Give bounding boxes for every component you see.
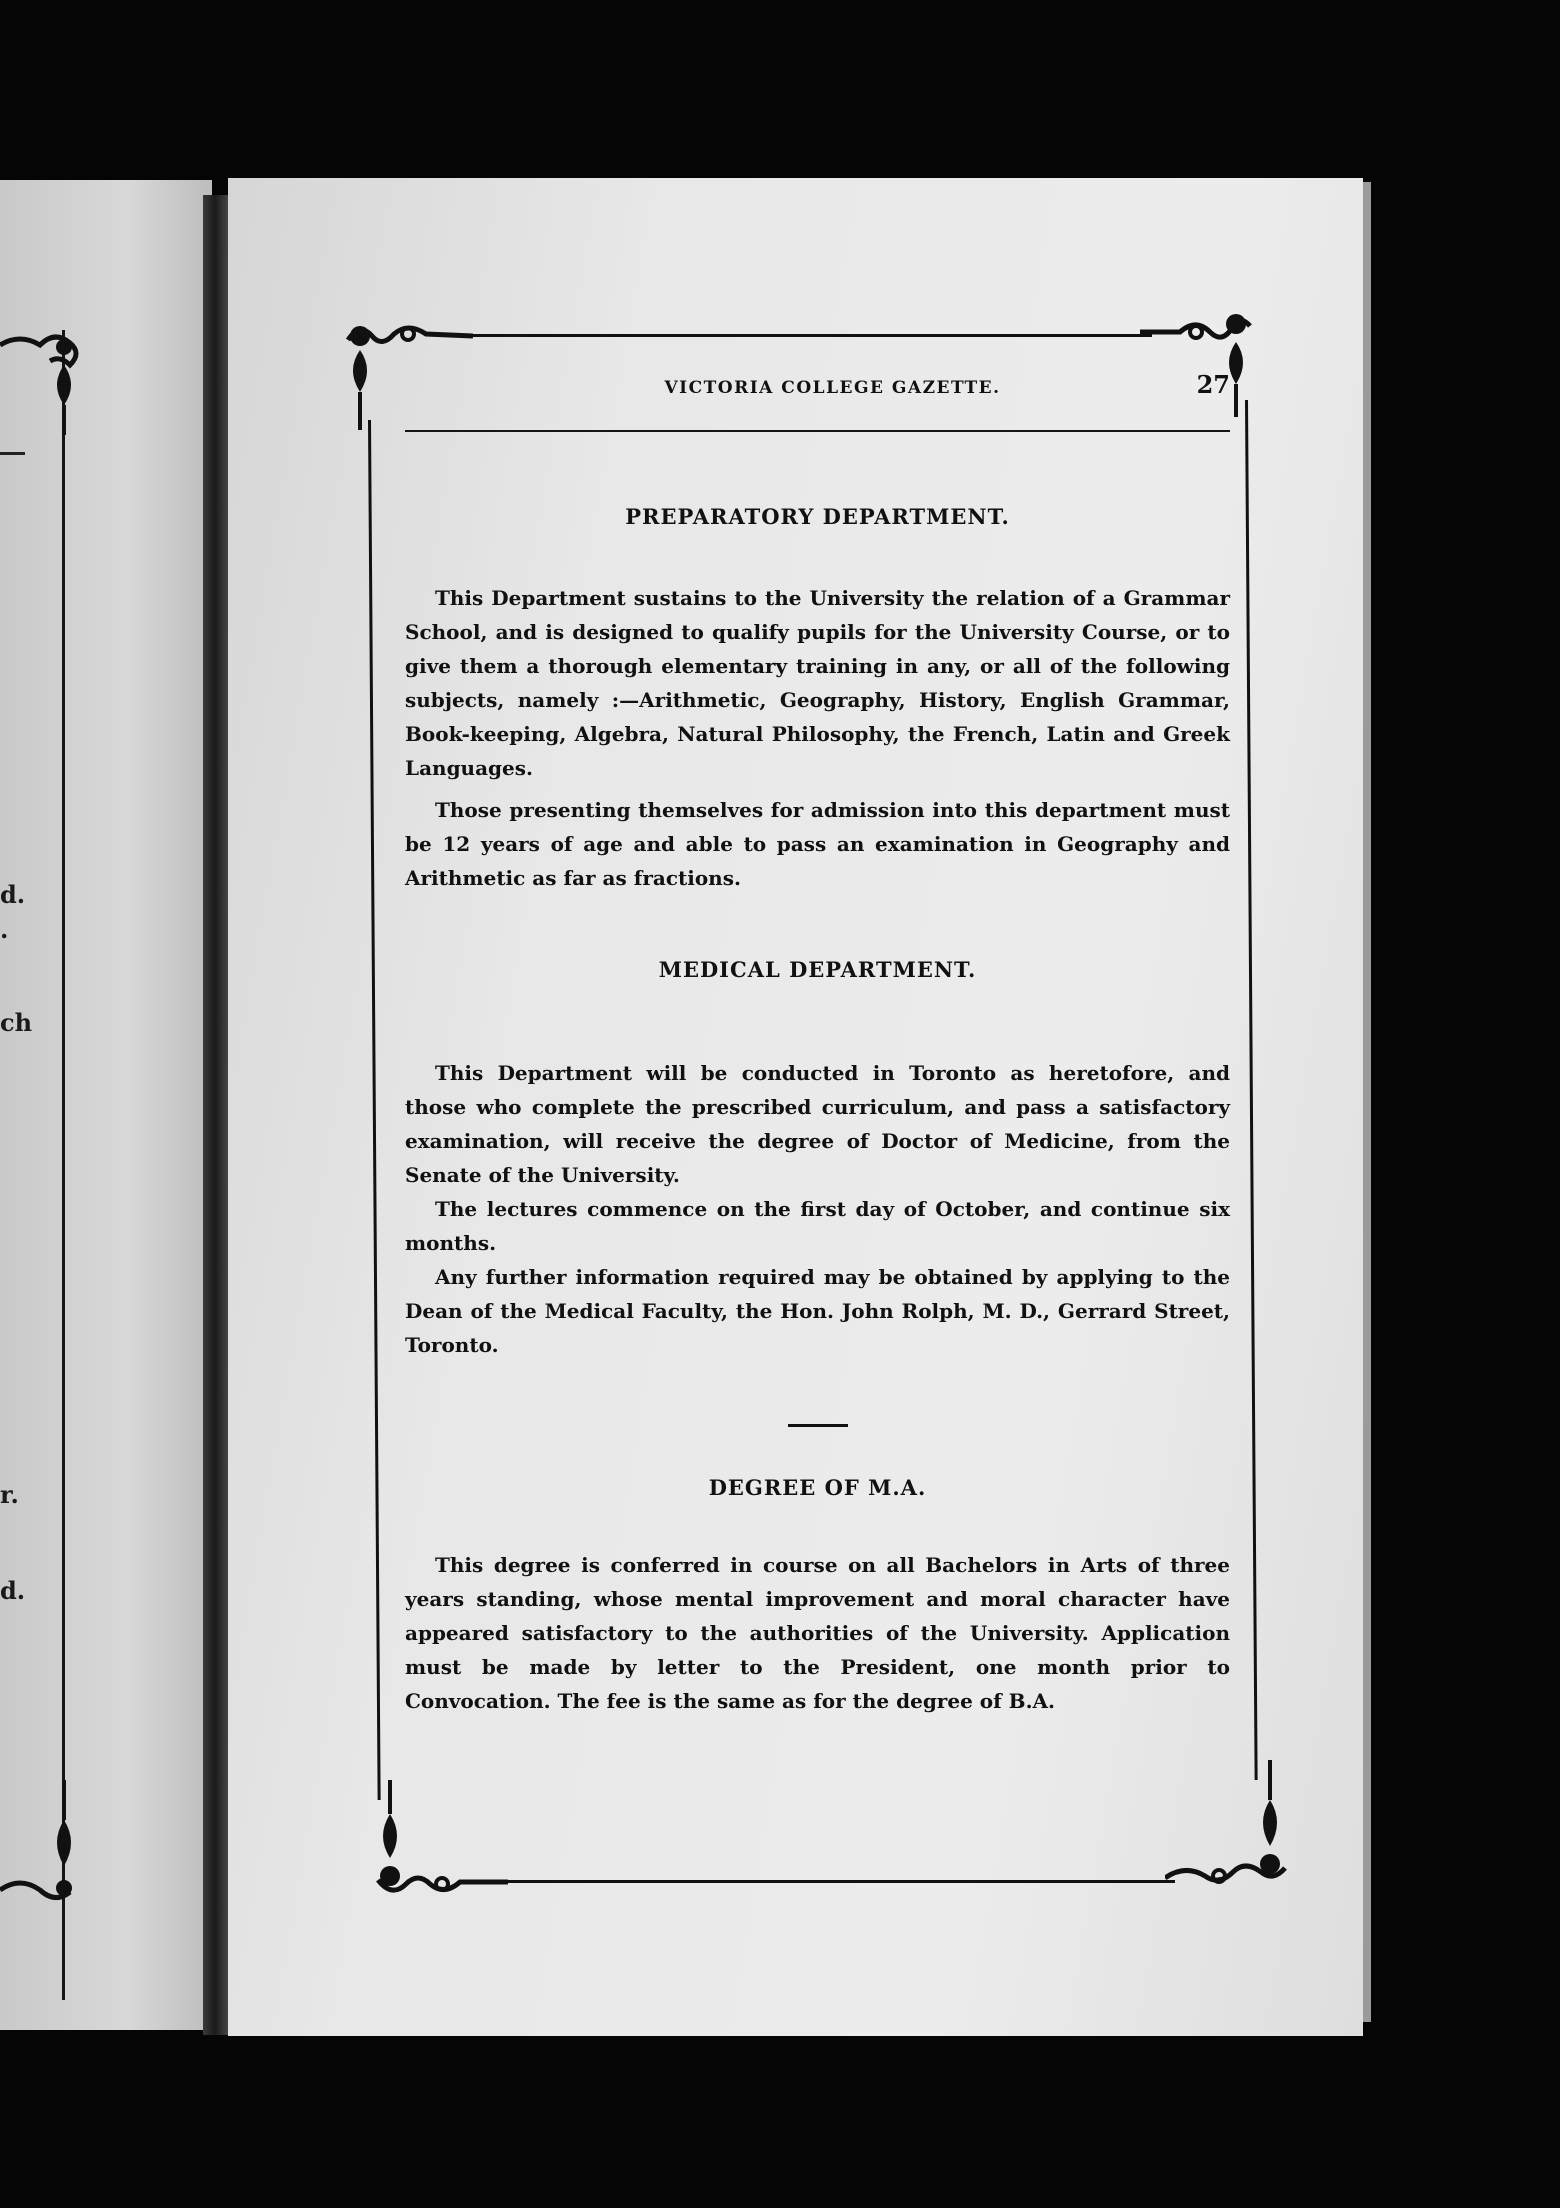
- body-paragraph: This degree is conferred in course on all Bachelors in Arts of three years standing, whose mental improvement and moral character have appeared satisfactory to the authorities of the University. Application must be made by letter to the President, one month prior to Convocation. The fee is the same as for the degree of B.A.: [405, 1553, 1230, 1713]
- body-paragraph: Any further information required may be obtained by applying to the Dean of the Medical Faculty, the Hon. John Rolph, M. D., Gerrard Street, Toronto.: [405, 1265, 1230, 1357]
- left-page-edge: [0, 180, 212, 2030]
- running-title: VICTORIA COLLEGE GAZETTE.: [664, 378, 1001, 398]
- page-text-block: [405, 370, 1230, 1718]
- page-number: 27: [1196, 370, 1230, 399]
- frame-bottom-rule: [495, 1880, 1175, 1883]
- header-rule: [405, 430, 1230, 432]
- section-heading: MEDICAL DEPARTMENT.: [658, 957, 977, 982]
- section-heading: PREPARATORY DEPARTMENT.: [625, 504, 1010, 529]
- left-page-fragment: r.: [0, 1480, 19, 1509]
- page-edge: [1363, 182, 1371, 2022]
- bottom-right-corner-ornament: [1165, 1760, 1295, 1890]
- frame-top-rule: [462, 334, 1152, 337]
- body-paragraph: This Department will be conducted in Toronto as heretofore, and those who complete the prescribed curriculum, and pass a satisfactory examination, will receive the degree of Doctor of Medicine, from the Senate of the University.: [405, 1061, 1230, 1187]
- section-separator: [788, 1424, 848, 1427]
- running-header: [405, 370, 1230, 420]
- left-page-fragment: d.: [0, 880, 26, 909]
- left-page-fragment: .: [0, 915, 9, 944]
- left-page-rule: [0, 452, 25, 455]
- body-paragraph: This Department sustains to the University the relation of a Grammar School, and is designed to qualify pupils for the University Course, or to give them a thorough elementary training in any, or all of the following subjects, namely :—Arithmetic, Geography, History, English Grammar, Book-keeping, Algebra, Natural Philosophy, the French, Latin and Greek Languages.: [405, 586, 1230, 780]
- body-paragraph: The lectures commence on the first day of October, and continue six months.: [405, 1197, 1230, 1255]
- body-paragraph: Those presenting themselves for admission into this department must be 12 years of age and able to pass an examination in Geography and Arithmetic as far as fractions.: [405, 798, 1230, 890]
- bottom-left-corner-ornament: [368, 1780, 508, 1900]
- section-heading: DEGREE OF M.A.: [708, 1475, 927, 1500]
- left-corner-ornament: [0, 325, 85, 435]
- left-page-fragment: d.: [0, 1576, 26, 1605]
- left-page-border: [62, 330, 65, 2000]
- left-corner-ornament: [0, 1780, 85, 1910]
- left-page-fragment: ch: [0, 1008, 33, 1037]
